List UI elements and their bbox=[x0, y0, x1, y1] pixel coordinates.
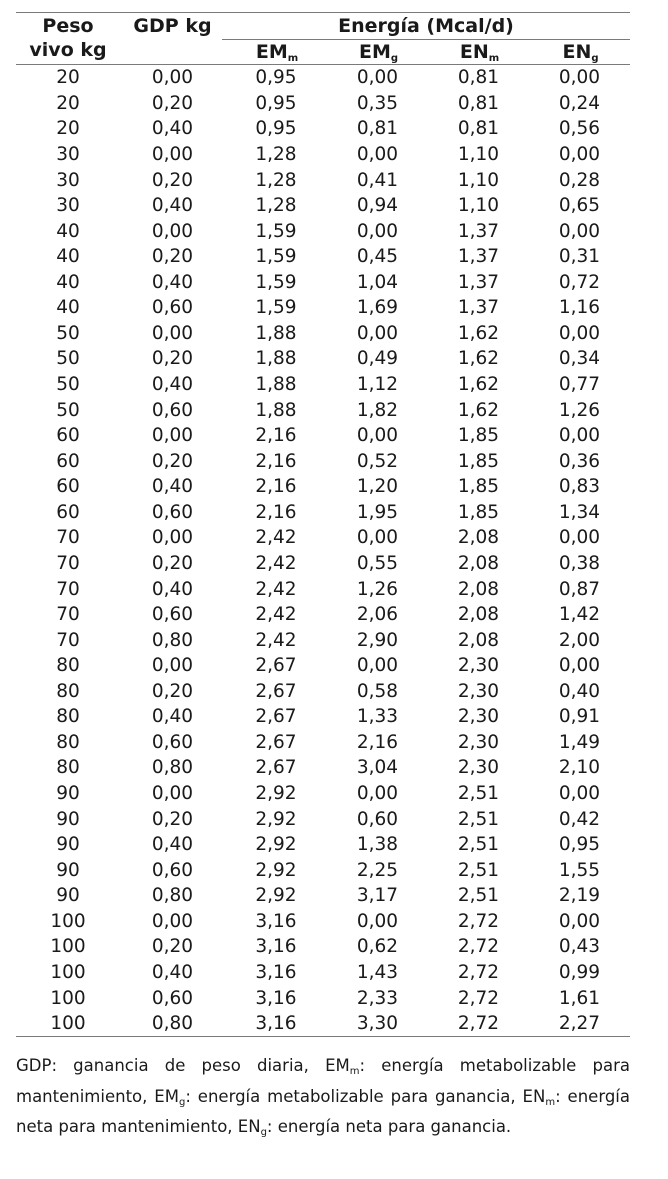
cell-peso: 80 bbox=[56, 655, 80, 677]
cell-en-m: 1,85 bbox=[457, 476, 500, 498]
cell-en-g: 0,83 bbox=[558, 476, 601, 498]
cell-em-g: 1,12 bbox=[356, 374, 399, 396]
cell-em-m: 3,16 bbox=[255, 910, 297, 932]
cell-em-g: 1,95 bbox=[356, 501, 399, 523]
cell-peso: 60 bbox=[56, 501, 80, 523]
cell-gdp: 0,40 bbox=[151, 578, 194, 600]
cell-peso: 30 bbox=[56, 143, 80, 165]
cell-gdp: 0,40 bbox=[151, 961, 194, 983]
cell-em-m: 2,67 bbox=[255, 680, 297, 702]
cell-en-g: 0,00 bbox=[558, 783, 601, 805]
cell-gdp: 0,00 bbox=[151, 322, 194, 344]
cell-em-m: 2,42 bbox=[255, 604, 297, 626]
cell-gdp: 0,20 bbox=[151, 169, 194, 191]
cell-en-g: 0,00 bbox=[558, 220, 601, 242]
cell-gdp: 0,20 bbox=[151, 450, 194, 472]
cell-em-g: 1,20 bbox=[356, 476, 399, 498]
cell-em-m: 2,92 bbox=[255, 808, 297, 830]
footnote-part5: : energía neta para ganancia. bbox=[266, 1117, 512, 1136]
cell-en-m: 2,08 bbox=[457, 578, 500, 600]
cell-gdp: 0,20 bbox=[151, 246, 194, 268]
header-em-m-base: EM bbox=[255, 41, 288, 63]
footnote-part1: GDP: ganancia de peso diaria, EM bbox=[16, 1056, 350, 1075]
cell-em-m: 1,28 bbox=[255, 143, 297, 165]
header-peso bbox=[16, 14, 120, 62]
table-row bbox=[16, 91, 630, 117]
cell-em-m: 1,28 bbox=[255, 195, 297, 217]
cell-peso: 80 bbox=[56, 757, 80, 779]
cell-gdp: 0,40 bbox=[151, 374, 194, 396]
table-row bbox=[16, 602, 630, 628]
table-row bbox=[16, 193, 630, 219]
header-peso-line2: vivo kg bbox=[29, 39, 107, 61]
cell-en-g: 0,00 bbox=[558, 527, 601, 549]
cell-em-g: 0,60 bbox=[356, 808, 399, 830]
cell-gdp: 0,00 bbox=[151, 220, 194, 242]
cell-em-m: 1,88 bbox=[255, 348, 297, 370]
cell-gdp: 0,60 bbox=[151, 859, 194, 881]
cell-em-g: 1,33 bbox=[356, 706, 399, 728]
cell-em-m: 2,16 bbox=[255, 501, 297, 523]
cell-em-m: 2,42 bbox=[255, 527, 297, 549]
cell-em-g: 3,30 bbox=[356, 1013, 399, 1035]
cell-en-m: 2,51 bbox=[457, 859, 500, 881]
table-row bbox=[16, 704, 630, 730]
cell-peso: 70 bbox=[56, 604, 80, 626]
cell-en-m: 2,30 bbox=[457, 655, 500, 677]
cell-en-g: 0,99 bbox=[558, 961, 601, 983]
cell-en-m: 0,81 bbox=[457, 118, 500, 140]
footnote bbox=[16, 1054, 630, 1146]
cell-en-g: 2,00 bbox=[558, 629, 601, 651]
table-row bbox=[16, 909, 630, 935]
table-row bbox=[16, 551, 630, 577]
cell-em-g: 0,00 bbox=[356, 527, 399, 549]
cell-peso: 100 bbox=[50, 1013, 86, 1035]
cell-peso: 80 bbox=[56, 731, 80, 753]
cell-en-g: 1,34 bbox=[558, 501, 601, 523]
table-row bbox=[16, 883, 630, 909]
table-row bbox=[16, 985, 630, 1011]
table-row bbox=[16, 857, 630, 883]
cell-em-m: 1,59 bbox=[255, 220, 297, 242]
cell-en-m: 2,08 bbox=[457, 527, 500, 549]
cell-en-m: 2,72 bbox=[457, 987, 500, 1009]
cell-peso: 70 bbox=[56, 552, 80, 574]
cell-en-g: 0,42 bbox=[558, 808, 601, 830]
header-peso-line1: Peso bbox=[42, 15, 94, 37]
cell-peso: 90 bbox=[56, 783, 80, 805]
cell-em-g: 0,00 bbox=[356, 143, 399, 165]
cell-em-g: 0,55 bbox=[356, 552, 399, 574]
cell-en-m: 2,72 bbox=[457, 936, 500, 958]
cell-gdp: 0,80 bbox=[151, 757, 194, 779]
cell-em-m: 3,16 bbox=[255, 987, 297, 1009]
cell-en-m: 1,62 bbox=[457, 399, 500, 421]
cell-gdp: 0,80 bbox=[151, 1013, 194, 1035]
cell-gdp: 0,20 bbox=[151, 348, 194, 370]
table-row bbox=[16, 244, 630, 270]
cell-peso: 80 bbox=[56, 680, 80, 702]
cell-em-g: 2,25 bbox=[356, 859, 399, 881]
cell-en-g: 0,91 bbox=[558, 706, 601, 728]
cell-en-m: 0,81 bbox=[457, 67, 500, 89]
cell-en-g: 0,72 bbox=[558, 271, 601, 293]
cell-peso: 20 bbox=[56, 67, 80, 89]
cell-gdp: 0,60 bbox=[151, 604, 194, 626]
cell-peso: 40 bbox=[56, 271, 80, 293]
cell-em-g: 0,00 bbox=[356, 425, 399, 447]
cell-en-g: 0,00 bbox=[558, 425, 601, 447]
cell-em-g: 0,49 bbox=[356, 348, 399, 370]
cell-en-g: 0,38 bbox=[558, 552, 601, 574]
cell-en-m: 1,10 bbox=[457, 195, 500, 217]
cell-em-g: 3,04 bbox=[356, 757, 399, 779]
cell-en-g: 0,43 bbox=[558, 936, 601, 958]
cell-gdp: 0,00 bbox=[151, 910, 194, 932]
cell-em-m: 2,92 bbox=[255, 859, 297, 881]
cell-em-m: 2,67 bbox=[255, 706, 297, 728]
table-row bbox=[16, 372, 630, 398]
cell-en-g: 0,00 bbox=[558, 67, 601, 89]
cell-em-g: 2,16 bbox=[356, 731, 399, 753]
footnote-part4: : energía neta para mantenimiento, EN bbox=[16, 1086, 630, 1136]
cell-en-g: 0,65 bbox=[558, 195, 601, 217]
cell-peso: 60 bbox=[56, 450, 80, 472]
cell-en-g: 0,36 bbox=[558, 450, 601, 472]
header-en-m-base: EN bbox=[459, 41, 489, 63]
cell-em-m: 0,95 bbox=[255, 118, 297, 140]
cell-gdp: 0,80 bbox=[151, 885, 194, 907]
cell-em-m: 2,16 bbox=[255, 476, 297, 498]
cell-peso: 40 bbox=[56, 297, 80, 319]
table-row bbox=[16, 295, 630, 321]
cell-gdp: 0,60 bbox=[151, 731, 194, 753]
table-top-rule bbox=[16, 12, 630, 13]
cell-em-m: 2,67 bbox=[255, 757, 297, 779]
cell-peso: 60 bbox=[56, 476, 80, 498]
cell-en-m: 1,85 bbox=[457, 450, 500, 472]
cell-em-g: 2,06 bbox=[356, 604, 399, 626]
cell-em-m: 2,42 bbox=[255, 629, 297, 651]
table-row bbox=[16, 346, 630, 372]
cell-peso: 100 bbox=[50, 987, 86, 1009]
table-row bbox=[16, 1011, 630, 1037]
cell-em-m: 1,88 bbox=[255, 322, 297, 344]
cell-gdp: 0,60 bbox=[151, 987, 194, 1009]
cell-em-g: 1,04 bbox=[356, 271, 399, 293]
cell-peso: 90 bbox=[56, 834, 80, 856]
cell-peso: 30 bbox=[56, 195, 80, 217]
cell-en-g: 2,19 bbox=[558, 885, 601, 907]
cell-peso: 70 bbox=[56, 527, 80, 549]
cell-en-g: 0,00 bbox=[558, 322, 601, 344]
cell-gdp: 0,00 bbox=[151, 425, 194, 447]
footnote-part2: : energía metabolizable para mantenimiento, EM bbox=[16, 1056, 630, 1106]
table-row bbox=[16, 142, 630, 168]
cell-peso: 20 bbox=[56, 92, 80, 114]
cell-gdp: 0,00 bbox=[151, 655, 194, 677]
header-em-m-sub: m bbox=[287, 53, 299, 64]
cell-en-m: 2,72 bbox=[457, 961, 500, 983]
cell-em-m: 3,16 bbox=[255, 1013, 297, 1035]
table-row bbox=[16, 679, 630, 705]
cell-em-m: 2,16 bbox=[255, 425, 297, 447]
cell-peso: 80 bbox=[56, 706, 80, 728]
table-row bbox=[16, 167, 630, 193]
cell-en-g: 1,16 bbox=[558, 297, 601, 319]
cell-em-m: 1,88 bbox=[255, 399, 297, 421]
footnote-part3: : energía metabolizable para ganancia, EN bbox=[185, 1086, 546, 1106]
cell-em-g: 0,00 bbox=[356, 322, 399, 344]
cell-peso: 50 bbox=[56, 399, 80, 421]
cell-en-m: 1,37 bbox=[457, 297, 500, 319]
cell-en-m: 1,37 bbox=[457, 220, 500, 242]
cell-gdp: 0,00 bbox=[151, 143, 194, 165]
header-en-g-base: EN bbox=[562, 41, 592, 63]
table-row bbox=[16, 755, 630, 781]
cell-en-m: 2,72 bbox=[457, 1013, 500, 1035]
cell-em-g: 0,00 bbox=[356, 67, 399, 89]
cell-en-g: 0,40 bbox=[558, 680, 601, 702]
footnote-sub3: m bbox=[545, 1096, 556, 1108]
cell-peso: 40 bbox=[56, 246, 80, 268]
cell-em-m: 2,16 bbox=[255, 450, 297, 472]
cell-peso: 60 bbox=[56, 425, 80, 447]
cell-gdp: 0,40 bbox=[151, 118, 194, 140]
cell-en-g: 1,49 bbox=[558, 731, 601, 753]
cell-em-g: 0,58 bbox=[356, 680, 399, 702]
table-row bbox=[16, 525, 630, 551]
cell-peso: 50 bbox=[56, 348, 80, 370]
table-row bbox=[16, 960, 630, 986]
cell-en-m: 1,62 bbox=[457, 322, 500, 344]
cell-peso: 30 bbox=[56, 169, 80, 191]
cell-en-g: 0,56 bbox=[558, 118, 601, 140]
table-row bbox=[16, 500, 630, 526]
cell-em-g: 0,94 bbox=[356, 195, 399, 217]
cell-en-m: 0,81 bbox=[457, 92, 500, 114]
cell-em-m: 1,59 bbox=[255, 297, 297, 319]
cell-peso: 50 bbox=[56, 322, 80, 344]
cell-em-g: 0,00 bbox=[356, 655, 399, 677]
cell-em-m: 2,42 bbox=[255, 552, 297, 574]
cell-en-m: 2,30 bbox=[457, 757, 500, 779]
cell-en-m: 1,37 bbox=[457, 271, 500, 293]
cell-en-m: 1,37 bbox=[457, 246, 500, 268]
table-row bbox=[16, 65, 630, 91]
cell-en-m: 2,51 bbox=[457, 783, 500, 805]
cell-en-m: 1,10 bbox=[457, 143, 500, 165]
header-en-g-sub: g bbox=[591, 53, 599, 64]
cell-gdp: 0,00 bbox=[151, 783, 194, 805]
cell-em-m: 1,59 bbox=[255, 271, 297, 293]
table-row bbox=[16, 730, 630, 756]
cell-peso: 90 bbox=[56, 808, 80, 830]
cell-en-g: 0,24 bbox=[558, 92, 601, 114]
cell-en-g: 1,42 bbox=[558, 604, 601, 626]
table-row bbox=[16, 832, 630, 858]
cell-em-m: 2,42 bbox=[255, 578, 297, 600]
cell-en-m: 1,62 bbox=[457, 348, 500, 370]
cell-em-m: 1,88 bbox=[255, 374, 297, 396]
footnote-sub4: g bbox=[260, 1127, 267, 1138]
table-row bbox=[16, 806, 630, 832]
table-row bbox=[16, 627, 630, 653]
cell-en-g: 0,87 bbox=[558, 578, 601, 600]
table-row bbox=[16, 116, 630, 142]
cell-gdp: 0,20 bbox=[151, 552, 194, 574]
cell-en-g: 1,26 bbox=[558, 399, 601, 421]
cell-en-g: 1,55 bbox=[558, 859, 601, 881]
cell-gdp: 0,60 bbox=[151, 399, 194, 421]
cell-em-g: 3,17 bbox=[356, 885, 399, 907]
cell-em-g: 1,69 bbox=[356, 297, 399, 319]
cell-gdp: 0,80 bbox=[151, 629, 194, 651]
cell-peso: 100 bbox=[50, 936, 86, 958]
cell-em-g: 0,00 bbox=[356, 910, 399, 932]
table-row bbox=[16, 653, 630, 679]
cell-em-g: 0,81 bbox=[356, 118, 399, 140]
cell-gdp: 0,40 bbox=[151, 271, 194, 293]
table-row bbox=[16, 218, 630, 244]
cell-em-m: 0,95 bbox=[255, 92, 297, 114]
cell-em-g: 2,33 bbox=[356, 987, 399, 1009]
cell-en-m: 2,51 bbox=[457, 885, 500, 907]
cell-em-g: 1,82 bbox=[356, 399, 399, 421]
footnote-sub2: g bbox=[178, 1096, 186, 1108]
header-em-g-base: EM bbox=[358, 41, 391, 63]
cell-en-g: 0,95 bbox=[558, 834, 601, 856]
header-energia: Energía (Mcal/d) bbox=[338, 15, 514, 37]
cell-em-m: 2,92 bbox=[255, 885, 297, 907]
table-row bbox=[16, 474, 630, 500]
cell-em-m: 1,59 bbox=[255, 246, 297, 268]
cell-gdp: 0,20 bbox=[151, 808, 194, 830]
cell-en-g: 0,28 bbox=[558, 169, 601, 191]
cell-em-m: 2,67 bbox=[255, 731, 297, 753]
cell-en-m: 1,62 bbox=[457, 374, 500, 396]
table-row bbox=[16, 423, 630, 449]
cell-em-g: 0,41 bbox=[356, 169, 399, 191]
cell-en-g: 2,27 bbox=[558, 1013, 601, 1035]
cell-gdp: 0,40 bbox=[151, 195, 194, 217]
cell-em-g: 0,35 bbox=[356, 92, 399, 114]
energy-table bbox=[16, 65, 630, 1036]
cell-en-m: 1,10 bbox=[457, 169, 500, 191]
cell-em-m: 3,16 bbox=[255, 961, 297, 983]
cell-em-m: 2,92 bbox=[255, 783, 297, 805]
footnote-sub1: m bbox=[349, 1066, 360, 1077]
cell-em-g: 1,43 bbox=[356, 961, 399, 983]
cell-en-m: 2,51 bbox=[457, 808, 500, 830]
table-row bbox=[16, 397, 630, 423]
cell-en-m: 2,08 bbox=[457, 552, 500, 574]
cell-en-m: 2,30 bbox=[457, 731, 500, 753]
header-gdp: GDP kg bbox=[133, 15, 212, 37]
cell-em-m: 2,67 bbox=[255, 655, 297, 677]
cell-peso: 70 bbox=[56, 629, 80, 651]
cell-en-m: 1,85 bbox=[457, 425, 500, 447]
cell-em-m: 1,28 bbox=[255, 169, 297, 191]
cell-peso: 50 bbox=[56, 374, 80, 396]
cell-em-g: 0,62 bbox=[356, 936, 399, 958]
cell-em-g: 2,90 bbox=[356, 629, 399, 651]
cell-em-g: 0,45 bbox=[356, 246, 399, 268]
cell-en-g: 1,61 bbox=[558, 987, 601, 1009]
cell-en-g: 2,10 bbox=[558, 757, 601, 779]
cell-peso: 20 bbox=[56, 118, 80, 140]
cell-peso: 100 bbox=[50, 910, 86, 932]
cell-peso: 70 bbox=[56, 578, 80, 600]
cell-peso: 40 bbox=[56, 220, 80, 242]
cell-en-g: 0,00 bbox=[558, 910, 601, 932]
cell-em-g: 0,52 bbox=[356, 450, 399, 472]
cell-en-m: 2,72 bbox=[457, 910, 500, 932]
cell-em-g: 0,00 bbox=[356, 783, 399, 805]
cell-en-g: 0,34 bbox=[558, 348, 601, 370]
table-row bbox=[16, 448, 630, 474]
cell-em-m: 3,16 bbox=[255, 936, 297, 958]
table-body bbox=[16, 65, 630, 1036]
table-row bbox=[16, 781, 630, 807]
cell-en-m: 1,85 bbox=[457, 501, 500, 523]
table-row bbox=[16, 576, 630, 602]
table-row bbox=[16, 270, 630, 296]
cell-gdp: 0,40 bbox=[151, 476, 194, 498]
cell-en-m: 2,30 bbox=[457, 680, 500, 702]
cell-em-g: 0,00 bbox=[356, 220, 399, 242]
cell-gdp: 0,60 bbox=[151, 297, 194, 319]
cell-en-g: 0,00 bbox=[558, 143, 601, 165]
cell-en-m: 2,08 bbox=[457, 629, 500, 651]
cell-gdp: 0,20 bbox=[151, 936, 194, 958]
cell-en-m: 2,08 bbox=[457, 604, 500, 626]
cell-em-m: 0,95 bbox=[255, 67, 297, 89]
cell-em-g: 1,38 bbox=[356, 834, 399, 856]
cell-en-g: 0,77 bbox=[558, 374, 601, 396]
cell-peso: 90 bbox=[56, 859, 80, 881]
cell-en-g: 0,31 bbox=[558, 246, 601, 268]
table-row bbox=[16, 934, 630, 960]
cell-em-m: 2,92 bbox=[255, 834, 297, 856]
cell-en-g: 0,00 bbox=[558, 655, 601, 677]
cell-en-m: 2,51 bbox=[457, 834, 500, 856]
cell-gdp: 0,60 bbox=[151, 501, 194, 523]
cell-gdp: 0,20 bbox=[151, 92, 194, 114]
cell-gdp: 0,20 bbox=[151, 680, 194, 702]
cell-en-m: 2,30 bbox=[457, 706, 500, 728]
cell-gdp: 0,00 bbox=[151, 527, 194, 549]
cell-em-g: 1,26 bbox=[356, 578, 399, 600]
cell-peso: 100 bbox=[50, 961, 86, 983]
table-row bbox=[16, 321, 630, 347]
cell-peso: 90 bbox=[56, 885, 80, 907]
header-en-m-sub: m bbox=[488, 53, 500, 64]
header-em-g-sub: g bbox=[390, 53, 399, 64]
cell-gdp: 0,40 bbox=[151, 834, 194, 856]
cell-gdp: 0,40 bbox=[151, 706, 194, 728]
cell-gdp: 0,00 bbox=[151, 67, 194, 89]
